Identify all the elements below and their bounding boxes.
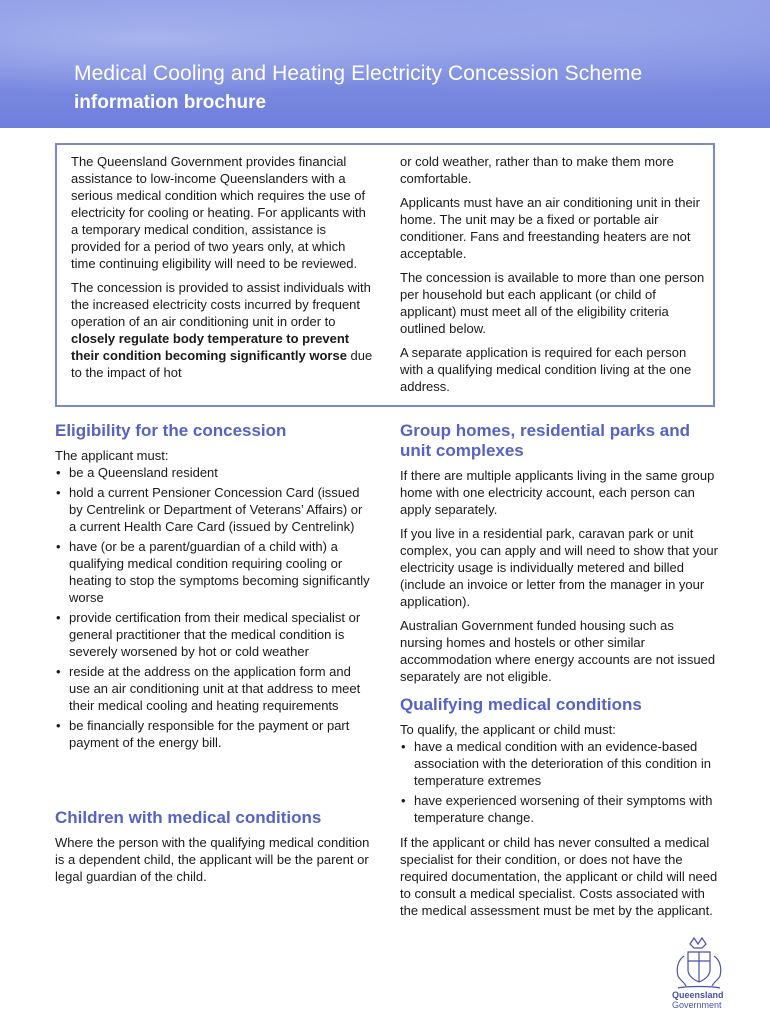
- intro-bold-text: closely regulate body temperature to prevent their condition becoming significantly worse: [71, 331, 350, 363]
- qualifying-heading: Qualifying medical conditions: [400, 695, 642, 714]
- group-homes-heading: Group homes, residential parks and unit complexes: [400, 421, 691, 460]
- intro-text: The concession is provided to assist individuals with the increased electricity costs incurred by frequent operation of an air conditioning unit in order to: [71, 280, 371, 329]
- list-item: • be financially responsible for the payment or part payment of the energy bill.: [55, 717, 373, 751]
- list-item: • have (or be a parent/guardian of a child with) a qualifying medical condition requiring cooling or heating to stop the symptoms becoming significantly worse: [55, 538, 373, 606]
- intro-paragraph: or cold weather, rather than to make them more comfortable.: [400, 154, 674, 186]
- wordmark-line: Queensland: [672, 990, 724, 1000]
- children-text: Where the person with the qualifying medical condition is a dependent child, the applicant will be the parent or legal guardian of the child.: [55, 835, 370, 884]
- eligibility-section: [55, 421, 373, 757]
- intro-paragraph: Applicants must have an air conditioning unit in their home. The unit may be a fixed or portable air conditioner. Fans and freestanding heaters are not acceptable.: [400, 195, 700, 261]
- intro-left-column: [71, 153, 373, 388]
- intro-paragraph: The Queensland Government provides financial assistance to low-income Queenslanders with a serious medical condition which requires the use of electricity for cooling or heating. For applicants with a temporary medical condition, assistance is provided for a period of two years only, at which time continuing eligibility will need to be reviewed.: [71, 154, 366, 271]
- header-banner: [0, 0, 770, 128]
- qualifying-list: [400, 738, 718, 826]
- group-homes-paragraph: If there are multiple applicants living in the same group home with one electricity account, each person can apply separately.: [400, 468, 715, 517]
- eligibility-heading: Eligibility for the concession: [55, 421, 287, 440]
- children-section: [55, 808, 370, 892]
- intro-paragraph: The concession is available to more than one person per household but each applicant (or child of applicant) must meet all of the eligibility criteria outlined below.: [400, 270, 705, 336]
- list-item: • have a medical condition with an evidence-based association with the deterioration of this condition in temperature extremes: [400, 738, 718, 789]
- wordmark-line: Government: [672, 1000, 722, 1010]
- list-item: • reside at the address on the application form and use an air conditioning unit at that address to meet their medical cooling and heating requirements: [55, 663, 373, 714]
- intro-box: [55, 143, 715, 407]
- page-title: Medical Cooling and Heating Electricity Concession Scheme: [74, 62, 643, 85]
- group-homes-paragraph: If you live in a residential park, caravan park or unit complex, you can apply and will need to show that your electricity usage is individually metered and billed (include an invoice or letter from the manager in your application).: [400, 526, 718, 609]
- intro-right-column: [400, 153, 705, 402]
- eligibility-list: [55, 464, 373, 751]
- children-heading: Children with medical conditions: [55, 808, 322, 827]
- government-wordmark: [672, 990, 724, 1010]
- page-subtitle: information brochure: [74, 92, 267, 113]
- qualifying-paragraph: If the applicant or child has never consulted a medical specialist for their condition, or does not have the required documentation, the applicant or child will need to consult a medical specialist. Costs associated with the medical assessment must be met by the applicant.: [400, 835, 718, 918]
- intro-text: due to the impact of hot: [71, 348, 373, 380]
- list-item: • have experienced worsening of their symptoms with temperature change.: [400, 792, 718, 826]
- qualifying-section: [400, 695, 718, 926]
- qualifying-lead: To qualify, the applicant or child must:: [400, 722, 616, 737]
- group-homes-section: [400, 421, 718, 692]
- list-item: • be a Queensland resident: [55, 464, 373, 481]
- list-item: • hold a current Pensioner Concession Card (issued by Centrelink or Department of Veterans’ Affairs) or a current Health Care Card (issued by Centrelink): [55, 484, 373, 535]
- intro-paragraph: [71, 279, 373, 381]
- intro-paragraph: A separate application is required for each person with a qualifying medical condition living at the one address.: [400, 345, 692, 394]
- group-homes-paragraph: Australian Government funded housing such as nursing homes and hostels or other similar accommodation where energy accounts are not issued separately are not eligible.: [400, 618, 716, 684]
- list-item: • provide certification from their medical specialist or general practitioner that the medical condition is severely worsened by hot or cold weather: [55, 609, 373, 660]
- eligibility-lead: The applicant must:: [55, 448, 169, 463]
